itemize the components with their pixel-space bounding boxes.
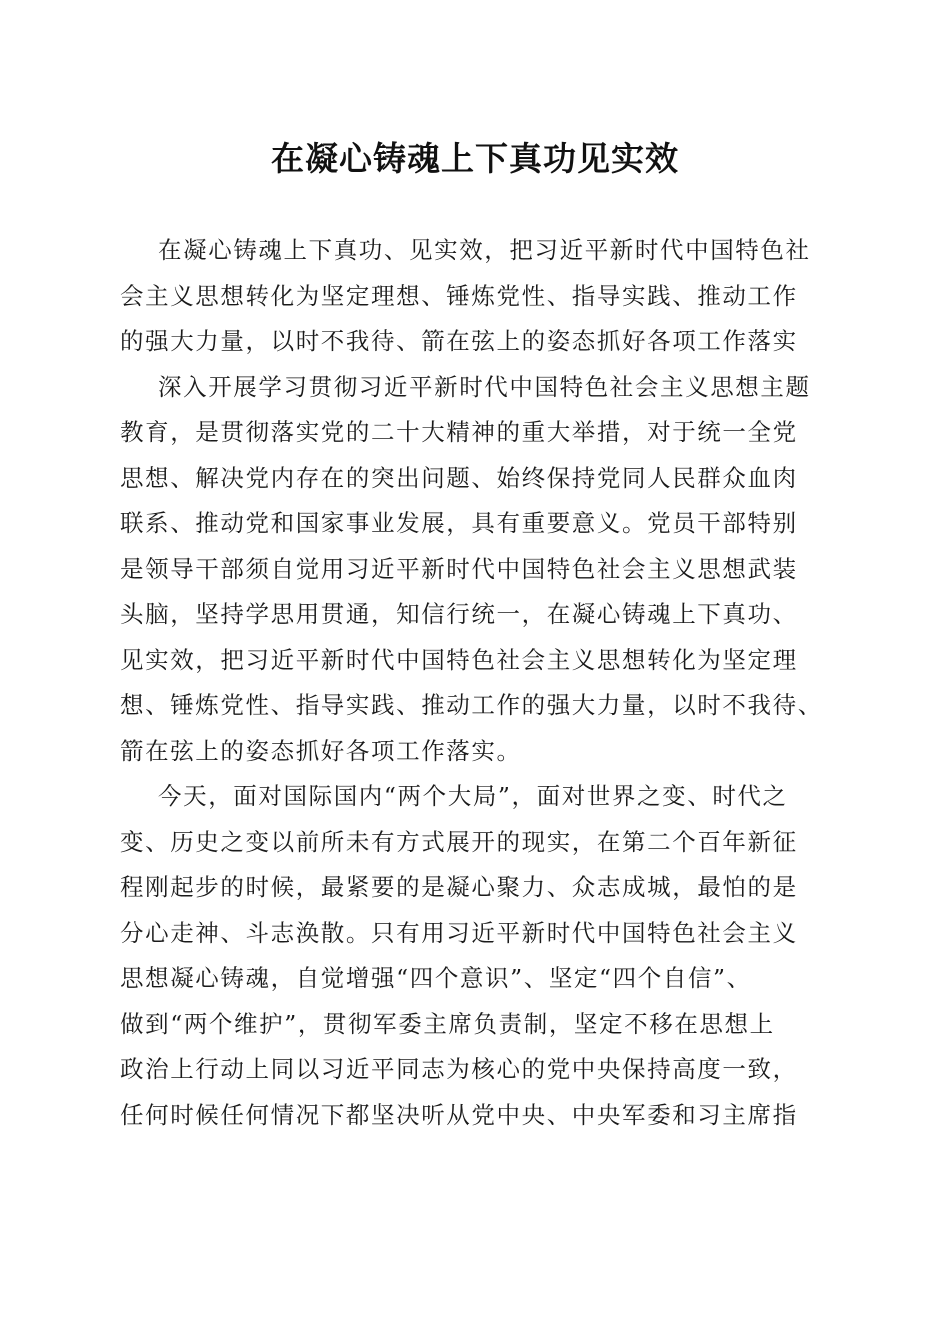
document-body (120, 228, 850, 1138)
paragraph-line: 教育，是贯彻落实党的二十大精神的重大举措，对于统一全党 (120, 418, 798, 446)
paragraph-line: 任何时候任何情况下都坚决听从党中央、中央军委和习主席指 (120, 1100, 798, 1129)
paragraph-line: 深入开展学习贯彻习近平新时代中国特色社会主义思想主题 (158, 372, 811, 401)
paragraph-line: 程刚起步的时候，最紧要的是凝心聚力、众志成城，最怕的是 (120, 873, 798, 901)
paragraph-1 (120, 228, 850, 365)
paragraph-line: 箭在弦上的姿态抓好各项工作落实。 (120, 736, 522, 765)
paragraph-line: 联系、推动党和国家事业发展，具有重要意义。党员干部特别 (120, 509, 798, 537)
paragraph-line: 思想、解决党内存在的突出问题、始终保持党同人民群众血肉 (120, 463, 798, 492)
paragraph-line: 变、历史之变以前所未有方式展开的现实，在第二个百年新征 (120, 827, 798, 856)
paragraph-line: 头脑，坚持学思用贯通，知信行统一，在凝心铸魂上下真功、 (120, 600, 798, 628)
paragraph-line: 政治上行动上同以习近平同志为核心的党中央保持高度一致， (120, 1055, 798, 1083)
paragraph-line: 思想凝心铸魂，自觉增强“四个意识”、坚定“四个自信”、 (120, 964, 752, 992)
document-title: 在凝心铸魂上下真功见实效 (271, 139, 679, 178)
paragraph-line: 分心走神、斗志涣散。只有用习近平新时代中国特色社会主义 (120, 918, 798, 947)
paragraph-line: 做到“两个维护”，贯彻军委主席负责制，坚定不移在思想上 (120, 1009, 775, 1038)
paragraph-line: 想、锤炼党性、指导实践、推动工作的强大力量，以时不我待、 (120, 691, 823, 719)
paragraph-line: 见实效，把习近平新时代中国特色社会主义思想转化为坚定理 (120, 645, 798, 674)
paragraph-2 (120, 365, 850, 775)
paragraph-line: 在凝心铸魂上下真功、见实效，把习近平新时代中国特色社 (158, 236, 811, 264)
paragraph-line: 的强大力量，以时不我待、箭在弦上的姿态抓好各项工作落实 (120, 327, 798, 355)
paragraph-line: 会主义思想转化为坚定理想、锤炼党性、指导实践、推动工作 (120, 281, 798, 310)
paragraph-line: 是领导干部须自觉用习近平新时代中国特色社会主义思想武装 (120, 554, 798, 583)
paragraph-line: 今天，面对国际国内“两个大局”，面对世界之变、时代之 (158, 782, 788, 810)
paragraph-3 (120, 774, 850, 1138)
